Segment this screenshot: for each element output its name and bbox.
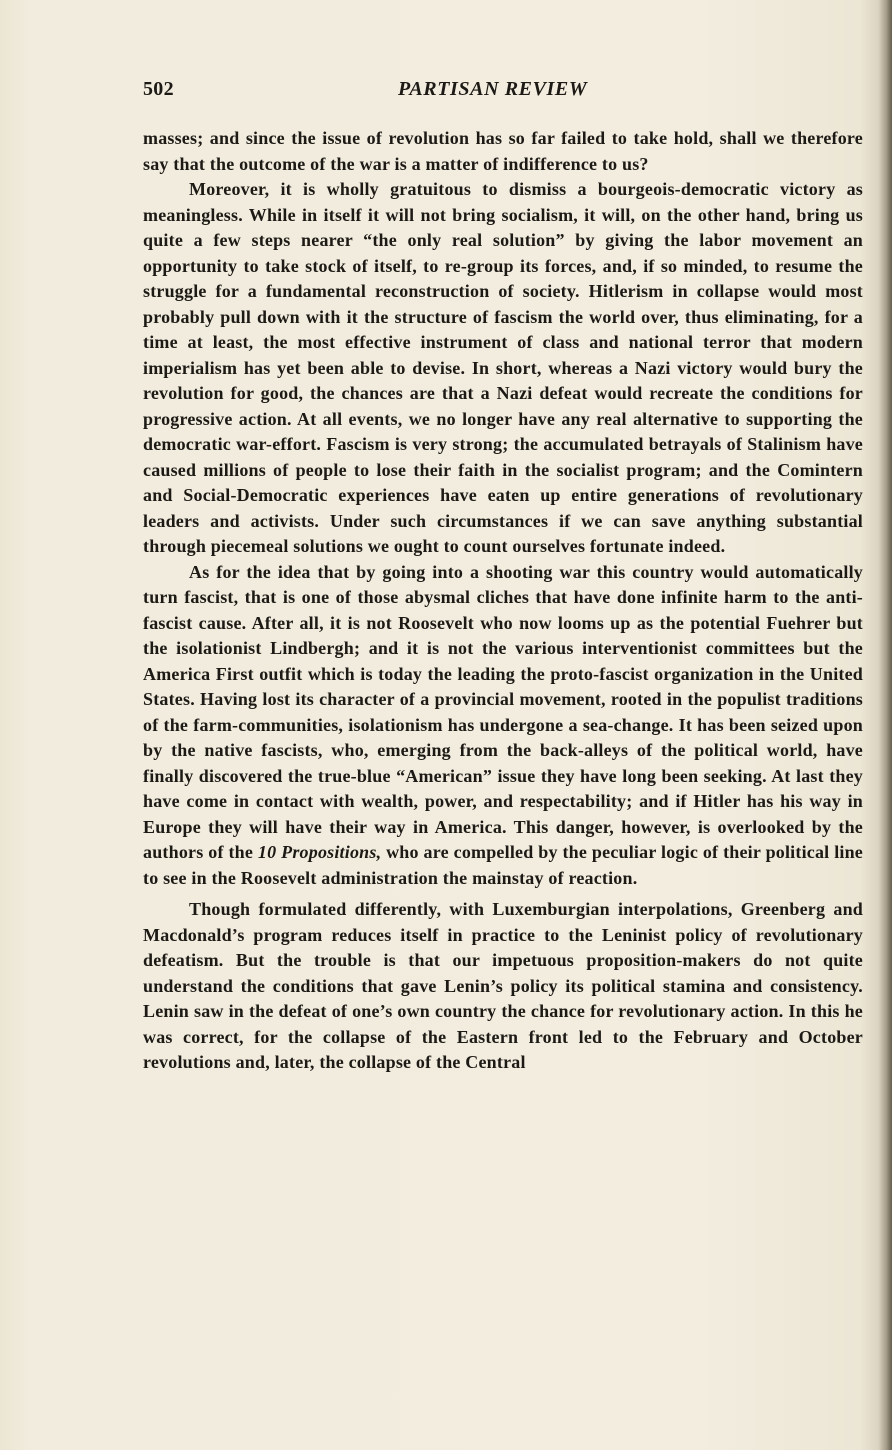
paragraph-4: [143, 897, 863, 1076]
paragraph-2-text: Moreover, it is wholly gratuitous to dismiss a bourgeois-democratic victory as meaningless. While in itself it will not bring socialism, it will, on the other hand, bring us quite a few steps nearer “the only real solution” by giving the labor movement an opportunity to take stock of itself, to re-group its forces, and, if so minded, to resume the struggle for a fundamental reconstruction of society. Hitlerism in collapse would most probably pull down with it the structure of fascism the world over, thus eliminating, for a time at least, the most effective instrument of class and national terror that modern imperialism has yet been able to devise. In short, whereas a Nazi victory would bury the revolution for good, the chances are that a Nazi defeat would recreate the conditions for progressive action. At all events, we no longer have any real alternative to supporting the democratic war-effort. Fascism is very strong; the accumulated betrayals of Stalinism have caused millions of people to lose their faith in the socialist program; and the Comintern and Social-Democratic experiences have eaten up entire generations of revolutionary leaders and activists. Under such circumstances if we can save anything substantial through piecemeal solutions we ought to count ourselves fortunate indeed.: [143, 179, 863, 556]
paragraph-1: [143, 126, 863, 177]
article-body: [143, 126, 863, 1076]
page-number: 502: [143, 78, 174, 100]
running-title: PARTISAN REVIEW: [398, 78, 588, 100]
paragraph-3: [143, 560, 863, 892]
page-header: [143, 78, 865, 108]
page-edge-shadow: [878, 0, 892, 1450]
paragraph-2: [143, 177, 863, 560]
paragraph-3-italic-title: 10 Propositions,: [257, 842, 382, 862]
paragraph-4-text: Though formulated differently, with Luxemburgian interpolations, Greenberg and Macdonald’s program reduces itself in practice to the Leninist policy of revolutionary defeatism. But the trouble is that our impetuous proposition-makers do not quite understand the conditions that gave Lenin’s policy its political stamina and consistency. Lenin saw in the defeat of one’s own country the chance for revolutionary action. In this he was correct, for the collapse of the Eastern front led to the February and October revolutions and, later, the collapse of the Central: [143, 899, 863, 1072]
paragraph-1-text: masses; and since the issue of revolution has so far failed to take hold, shall we therefore say that the outcome of the war is a matter of indifference to us?: [143, 128, 863, 174]
paragraph-3-text-after: who are compelled by the peculiar logic of their political line to see in the Roosevelt administration the mainstay of reaction.: [143, 842, 863, 888]
paragraph-3-text: As for the idea that by going into a shooting war this country would automatically turn fascist, that is one of those abysmal cliches that have done infinite harm to the anti-fascist cause. After all, it is not Roosevelt who now looms up as the potential Fuehrer but the isolationist Lindbergh; and it is not the various interventionist committees but the America First outfit which is today the leading the proto-fascist organization in the United States. Having lost its character of a provincial movement, rooted in the populist traditions of the farm-communities, isolationism has undergone a sea-change. It has been seized upon by the native fascists, who, emerging from the back-alleys of the political world, have finally discovered the true-blue “American” issue they have long been seeking. At last they have come in contact with wealth, power, and respectability; and if Hitler has his way in Europe they will have their way in America. This danger, however, is overlooked by the authors of the: [143, 561, 863, 862]
